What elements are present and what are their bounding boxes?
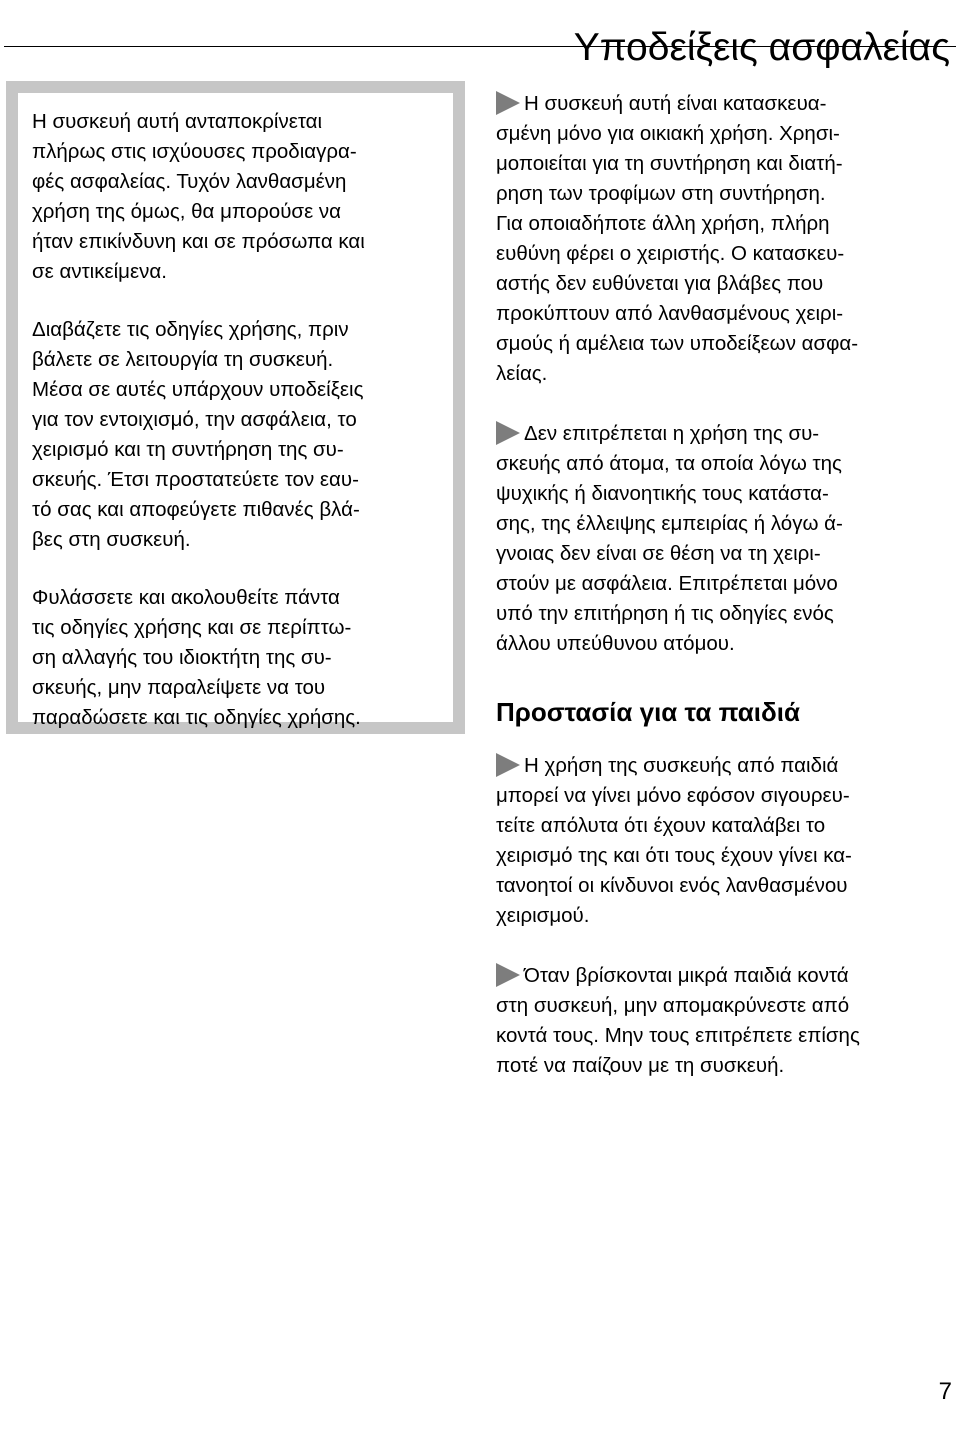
safety-item-text: Η χρήση της συσκευής από παιδιά μπορεί να γίνει μόνο εφόσον σιγουρευ- τείτε απόλυτα ότι έχουν καταλάβει το χειρισμό της και ότι τους έχουν γίνει κα- τανοητοί οι κίνδυνοι ενός λανθασμένου χειρισμού.	[496, 754, 852, 927]
triangle-right-icon	[496, 753, 520, 777]
title-divider	[4, 46, 956, 47]
safety-item-text: Δεν επιτρέπεται η χρήση της συ- σκευής από άτομα, τα οποία λόγω της ψυχικής ή διανοητικής τους κατάστα- σης, της έλλειψης εμπειρίας ή λόγω ά- γνοιας δεν είναι σε θέση να τη χειρι- στούν με ασφάλεια. Επιτρέπεται μόνο υπό την επιτήρηση ή τις οδηγίες ενός άλλου υπεύθυνου ατόμου.	[496, 422, 843, 655]
safety-item-household-use	[496, 89, 956, 389]
triangle-right-icon	[496, 91, 520, 115]
safety-instructions-column	[496, 89, 956, 1081]
intro-paragraph-keep-instructions: Φυλάσσετε και ακολουθείτε πάντα τις οδηγίες χρήσης και σε περίπτω- ση αλλαγής του ιδιοκτήτη της συ- σκευής, μην παραλείψετε να του παραδώσετε και τις οδηγίες χρήσης.	[32, 586, 361, 729]
safety-item-children-supervision	[496, 961, 956, 1081]
triangle-right-icon	[496, 963, 520, 987]
safety-item-restricted-persons	[496, 419, 956, 659]
safety-item-text: Όταν βρίσκονται μικρά παιδιά κοντά στη συσκευή, μην απομακρύνεστε από κοντά τους. Μην τους επιτρέπετε επίσης ποτέ να παίζουν με τη συσκευή.	[496, 964, 860, 1077]
triangle-right-icon	[496, 421, 520, 445]
intro-notice-box	[6, 81, 465, 734]
safety-item-children-use	[496, 751, 956, 931]
section-heading-child-protection: Προστασία για τα παιδιά	[496, 697, 800, 727]
page-title: Υποδείξεις ασφαλείας	[573, 26, 950, 70]
page-number: 7	[938, 1378, 952, 1405]
safety-item-text: Η συσκευή αυτή είναι κατασκευα- σμένη μόνο για οικιακή χρήση. Χρησι- μοποιείται για τη συντήρηση και διατή- ρηση των τροφίμων στη συντήρηση. Για οποιαδήποτε άλλη χρήση, πλήρη ευθύνη φέρει ο χειριστής. Ο κατασκευ- αστής δεν ευθύνεται για βλάβες που προκύπτουν από λανθασμένους χειρι- σμούς ή αμέλεια των υποδείξεων ασφα- λείας.	[496, 92, 859, 385]
intro-paragraph-compliance: Η συσκευή αυτή ανταποκρίνεται πλήρως στις ισχύουσες προδιαγρα- φές ασφαλείας. Τυχόν λανθασμένη χρήση της όμως, θα μπορούσε να ήταν επικίνδυνη και σε πρόσωπα και σε αντικείμενα.	[32, 110, 365, 283]
intro-paragraph-read-instructions: Διαβάζετε τις οδηγίες χρήσης, πριν βάλετε σε λειτουργία τη συσκευή. Μέσα σε αυτές υπάρχουν υποδείξεις για τον εντοιχισμό, την ασφάλεια, το χειρισμό και τη συντήρηση της συ- σκευής. Έτσι προστατεύετε τον εαυ- τό σας και αποφεύγετε πιθανές βλά- βες στη συσκευή.	[32, 318, 364, 551]
